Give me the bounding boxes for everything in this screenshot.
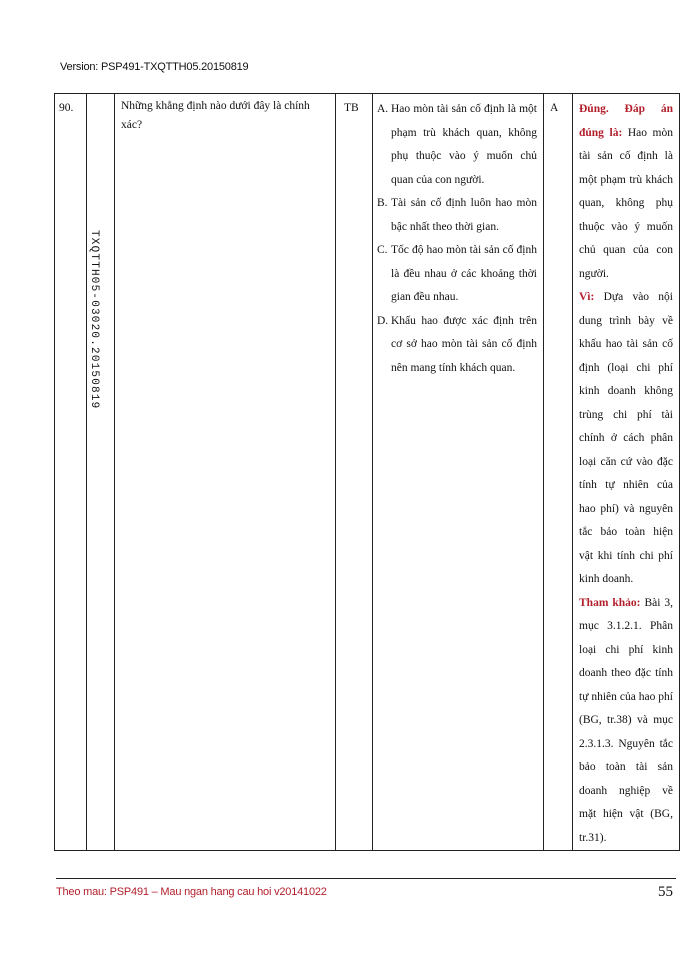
correct-answer-paragraph (579, 98, 673, 286)
option-c (377, 239, 537, 310)
option-b (377, 192, 537, 239)
answer-key: A (544, 94, 573, 851)
option-text: Khấu hao được xác định trên cơ sở hao mòn tài sản cố định nên mang tính khách quan. (391, 314, 537, 374)
question-code: TXQTTH05-03020.20150819 (88, 230, 100, 410)
reference-text: Bài 3, mục 3.1.2.1. Phân loại chi phí kinh doanh theo đặc tính tự nhiên của hao phí (BG, tr.38) và mục 2.3.1.3. Nguyên tắc bảo toàn tài sản doanh nghiệp về mặt hiện vật (BG, tr.31). (579, 596, 673, 844)
footer-template-label: Theo mau: PSP491 – Mau ngan hang cau hoi v20141022 (56, 886, 327, 898)
question-table (54, 93, 680, 851)
reference-label: Tham khảo: (579, 596, 641, 609)
option-letter: C. (377, 244, 388, 256)
reason-label: Vì: (579, 291, 595, 303)
reason-text: Dựa vào nội dung trình bày về khấu hao tài sản cố định (loại chi phí kinh doanh không trùng chi phí tài chính ở cách phân loại căn cứ vào đặc tính tự nhiên của hao phí) và nguyên tắc bảo toàn hiện vật khi tính chi phí kinh doanh. (579, 291, 673, 585)
correct-text: Hao mòn tài sản cố định là một phạm trù khách quan, không phụ thuộc vào ý muốn chủ quan của con người. (579, 126, 674, 280)
option-text: Tốc độ hao mòn tài sản cố định là đều nhau ở các khoảng thời gian đều nhau. (391, 244, 537, 303)
reason-paragraph (579, 286, 673, 592)
option-d (377, 310, 537, 381)
options-cell (373, 94, 544, 851)
question-row (55, 94, 680, 851)
option-a (377, 98, 537, 192)
difficulty-level: TB (336, 94, 373, 851)
correct-label: Đúng. Đáp án đúng là: (579, 103, 673, 139)
reference-paragraph (579, 592, 673, 851)
question-code-cell (87, 94, 115, 851)
option-letter: D. (377, 314, 389, 327)
question-number: 90. (55, 94, 87, 851)
version-label: Version: PSP491-TXQTTH05.20150819 (60, 61, 249, 73)
explanation-cell (573, 94, 680, 851)
option-letter: B. (377, 197, 388, 209)
footer-divider (56, 878, 676, 879)
option-text: Tài sản cố định luôn hao mòn bậc nhất theo thời gian. (391, 197, 537, 233)
question-stem: Những khẳng định nào dưới đây là chính xác? (115, 94, 336, 851)
option-text: Hao mòn tài sản cố định là một phạm trù khách quan, không phụ thuộc vào ý muốn chủ quan của con người. (391, 103, 537, 186)
page-number: 55 (658, 884, 673, 900)
option-letter: A. (377, 103, 389, 115)
